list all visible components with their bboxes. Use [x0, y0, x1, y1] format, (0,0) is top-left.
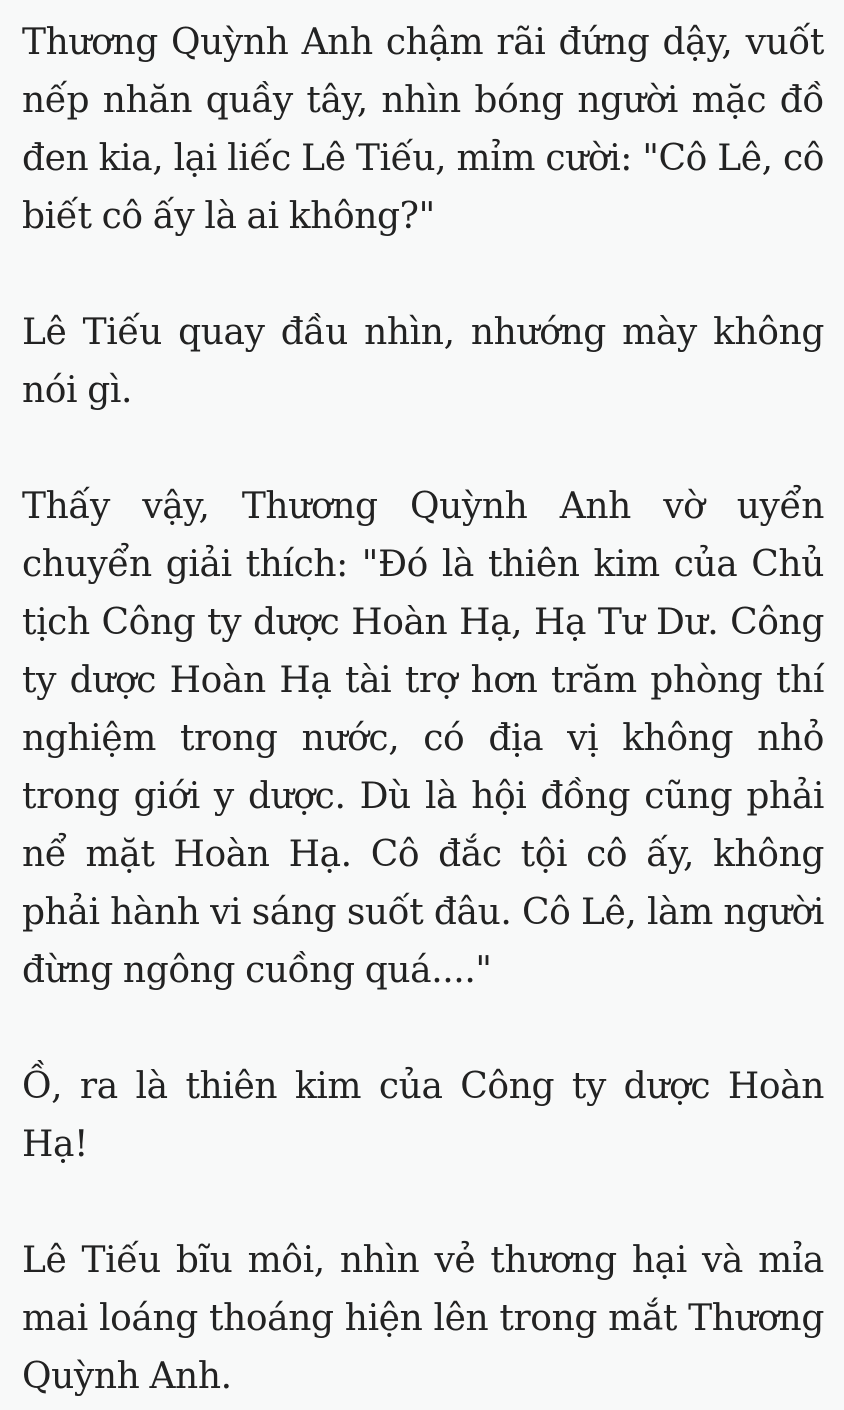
paragraph-3: Thấy vậy, Thương Quỳnh Anh vờ uyển chuyển giải thích: "Đó là thiên kim của Chủ tịch Công ty dược Hoàn Hạ, Hạ Tư Dư. Công ty dược Hoàn Hạ tài trợ hơn trăm phòng thí nghiệm trong nước, có địa vị không nhỏ trong giới y dược. Dù là hội đồng cũng phải nể mặt Hoàn Hạ. Cô đắc tội cô ấy, không phải hành vi sáng suốt đâu. Cô Lê, làm người đừng ngông cuồng quá...." [22, 486, 824, 991]
paragraph-1: Thương Quỳnh Anh chậm rãi đứng dậy, vuốt nếp nhăn quầy tây, nhìn bóng người mặc đồ đen kia, lại liếc Lê Tiếu, mỉm cười: "Cô Lê, cô biết cô ấy là ai không?" [22, 22, 824, 237]
paragraph-5: Lê Tiếu bĩu môi, nhìn vẻ thương hại và mỉa mai loáng thoáng hiện lên trong mắt Thương Quỳnh Anh. [22, 1240, 824, 1397]
paragraph-4: Ồ, ra là thiên kim của Công ty dược Hoàn Hạ! [22, 1066, 824, 1165]
paragraph-2: Lê Tiếu quay đầu nhìn, nhướng mày không nói gì. [22, 312, 824, 411]
